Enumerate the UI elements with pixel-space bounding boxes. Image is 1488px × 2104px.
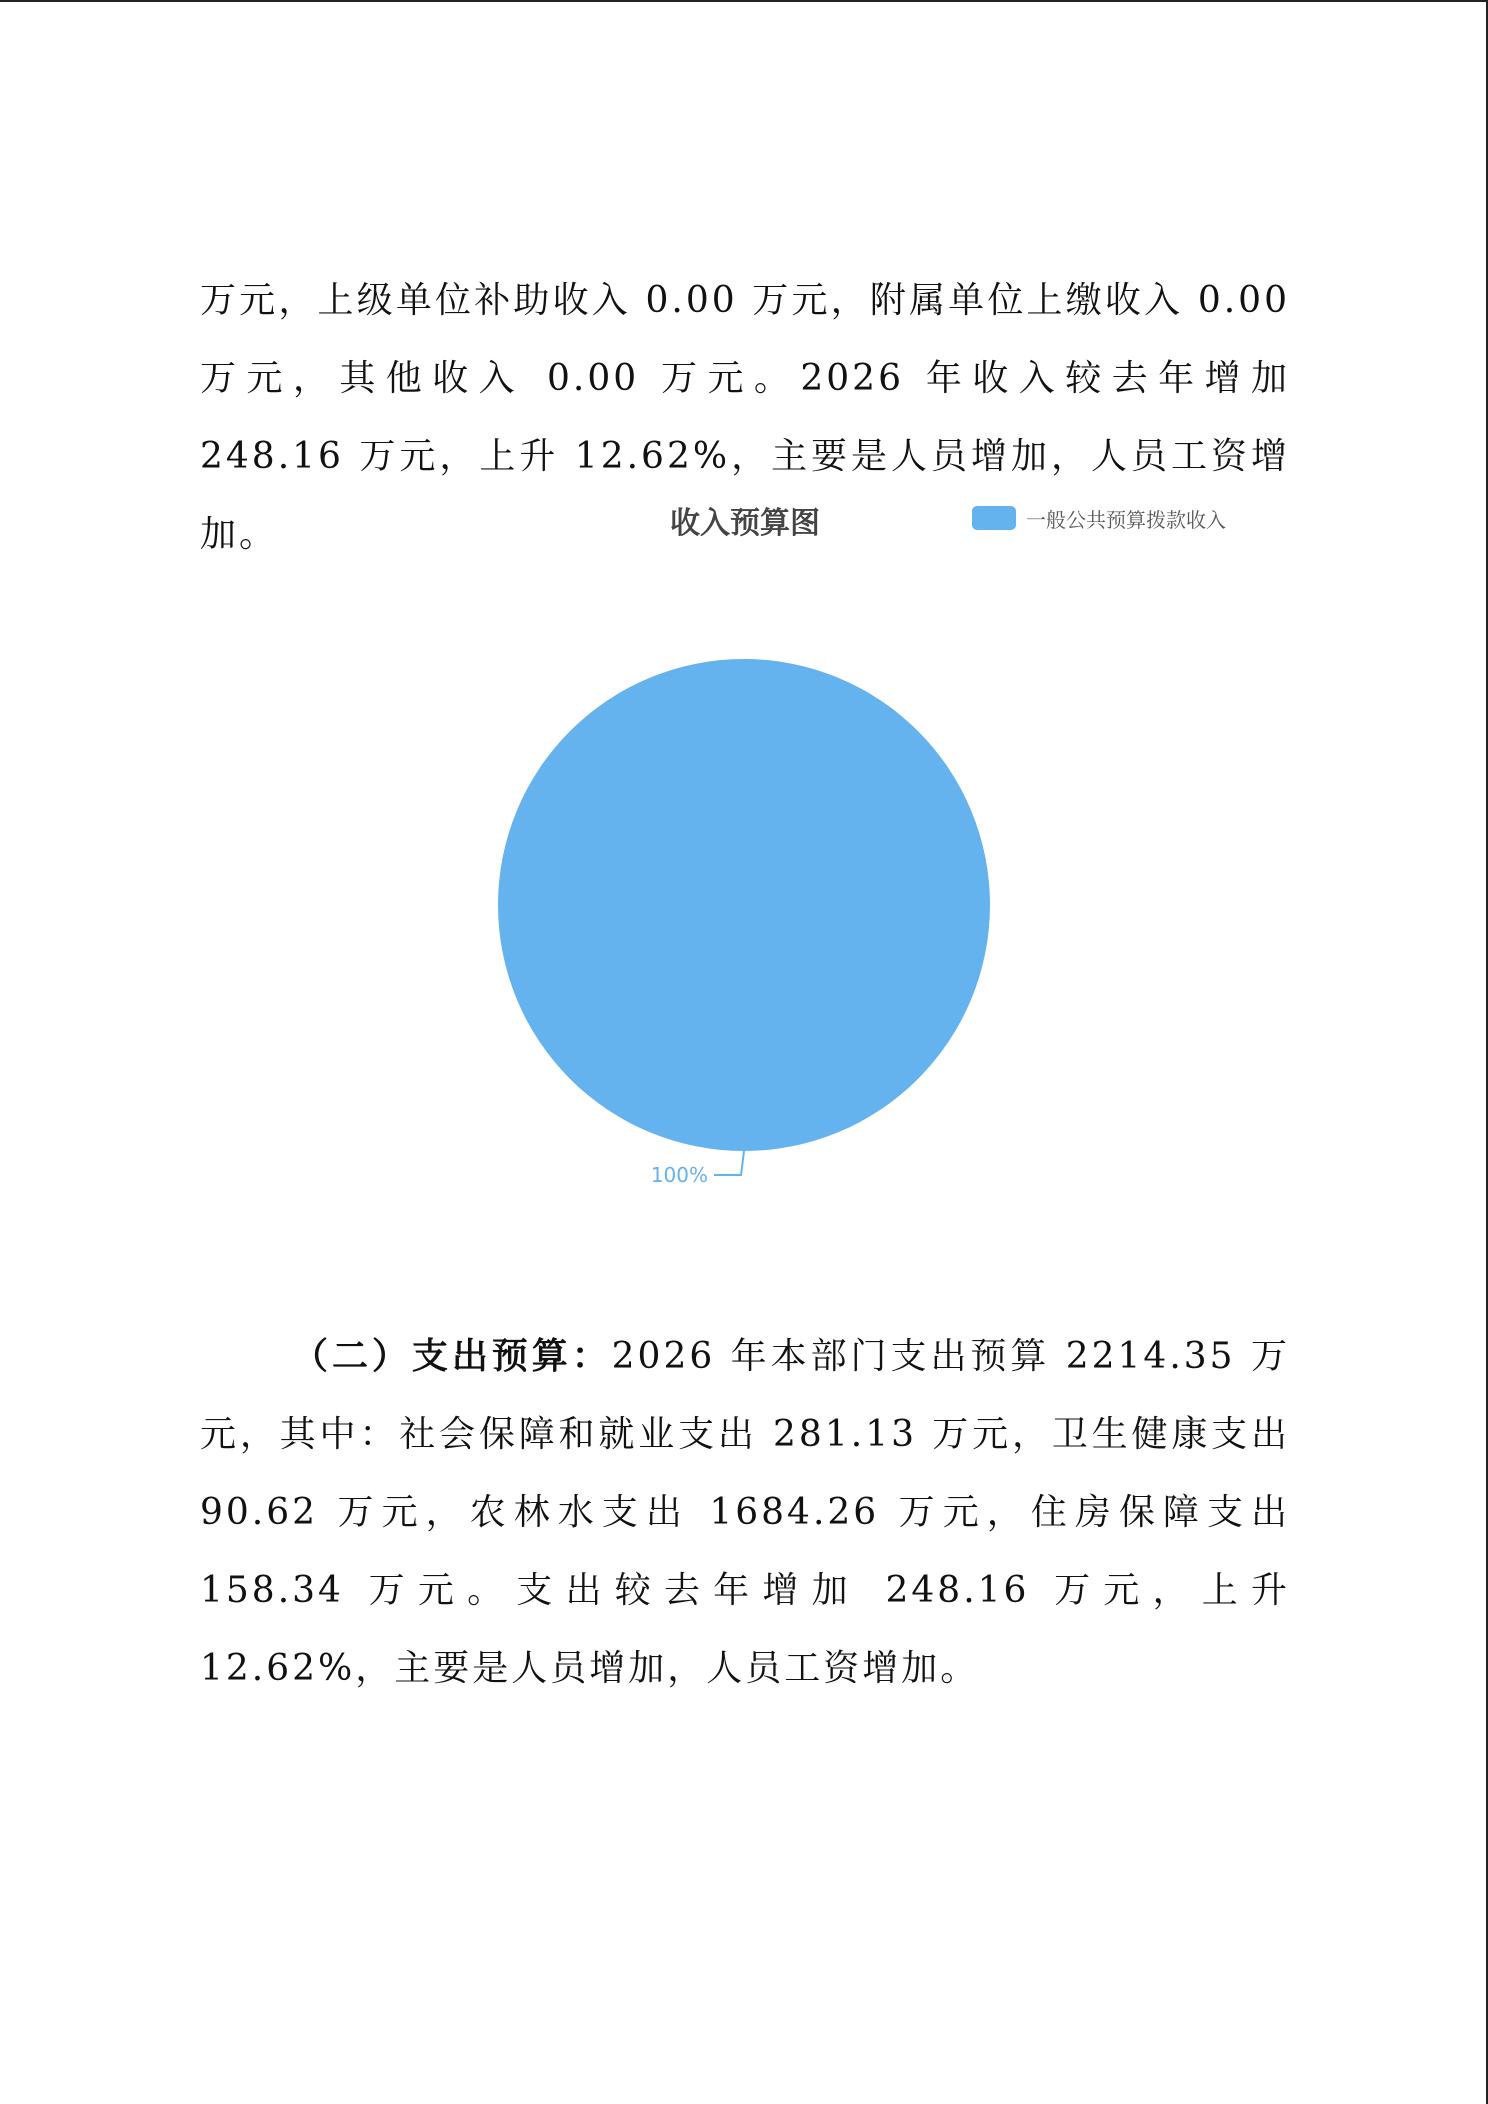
legend-swatch [972,506,1016,530]
income-paragraph: 万元，上级单位补助收入 0.00 万元，附属单位上缴收入 0.00 万元，其他收入 0.00 万元。2026 年收入较去年增加 248.16 万元，上升 12.62%，主要是人员增加，人员工资增加。 [200,280,1290,555]
slice-data-label: 100% [650,1163,708,1187]
expense-paragraph [200,1318,1290,1708]
legend-label: 一般公共预算拨款收入 [1026,507,1226,532]
chart-legend [972,504,1226,532]
expense-heading: （二）支出预算： [292,1336,612,1377]
expense-body: 2026 年本部门支出预算 2214.35 万元，其中：社会保障和就业支出 281.13 万元，卫生健康支出 90.62 万元，农林水支出 1684.26 万元，住房保障支出 158.34 万元。支出较去年增加 248.16 万元，上升 12.62%，主要是人员增加，人员工资增加。 [200,1336,1290,1689]
chart-title: 收入预算图 [670,506,820,541]
